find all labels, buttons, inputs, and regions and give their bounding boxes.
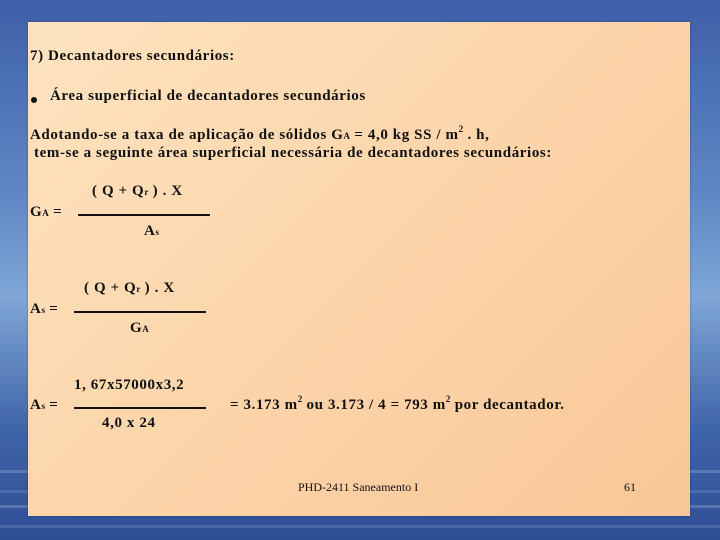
slide [28,22,690,516]
footer-course: PHD-2411 Saneamento I [298,480,419,494]
slide-heading: 7) Decantadores secundários: [30,48,235,64]
eq2-lhs: As = [30,301,59,317]
eq2-fraction-bar [74,311,206,313]
paragraph-line-2: tem-se a seguinte área superficial necessária de decantadores secundários: [34,145,552,161]
eq3-fraction-bar [74,407,206,409]
eq3-result: = 3.173 $m^2$ ou 3.173 / 4 = 793 $m^2$ por decantador. [230,394,565,413]
bullet-icon [31,97,37,103]
eq2-numerator: ( Q + Qr ) . X [84,280,175,296]
eq3-denominator: 4,0 x 24 [102,415,156,431]
eq3-lhs: As = [30,397,59,413]
eq3-numerator: 1, 67x57000x3,2 [74,377,185,393]
eq1-fraction-bar [78,214,210,216]
footer-page-number: 61 [624,480,636,494]
paragraph-line-1: Adotando-se a taxa de aplicação de sólidos GA = 4,0 kg SS / $m^2$ . h, [30,124,490,143]
eq1-numerator: ( Q + Qr ) . X [92,183,183,199]
eq2-denominator: GA [130,320,149,336]
eq1-lhs: GA = [30,204,63,220]
eq1-denominator: As [144,223,159,239]
bullet-text: Área superficial de decantadores secundários [50,88,366,104]
